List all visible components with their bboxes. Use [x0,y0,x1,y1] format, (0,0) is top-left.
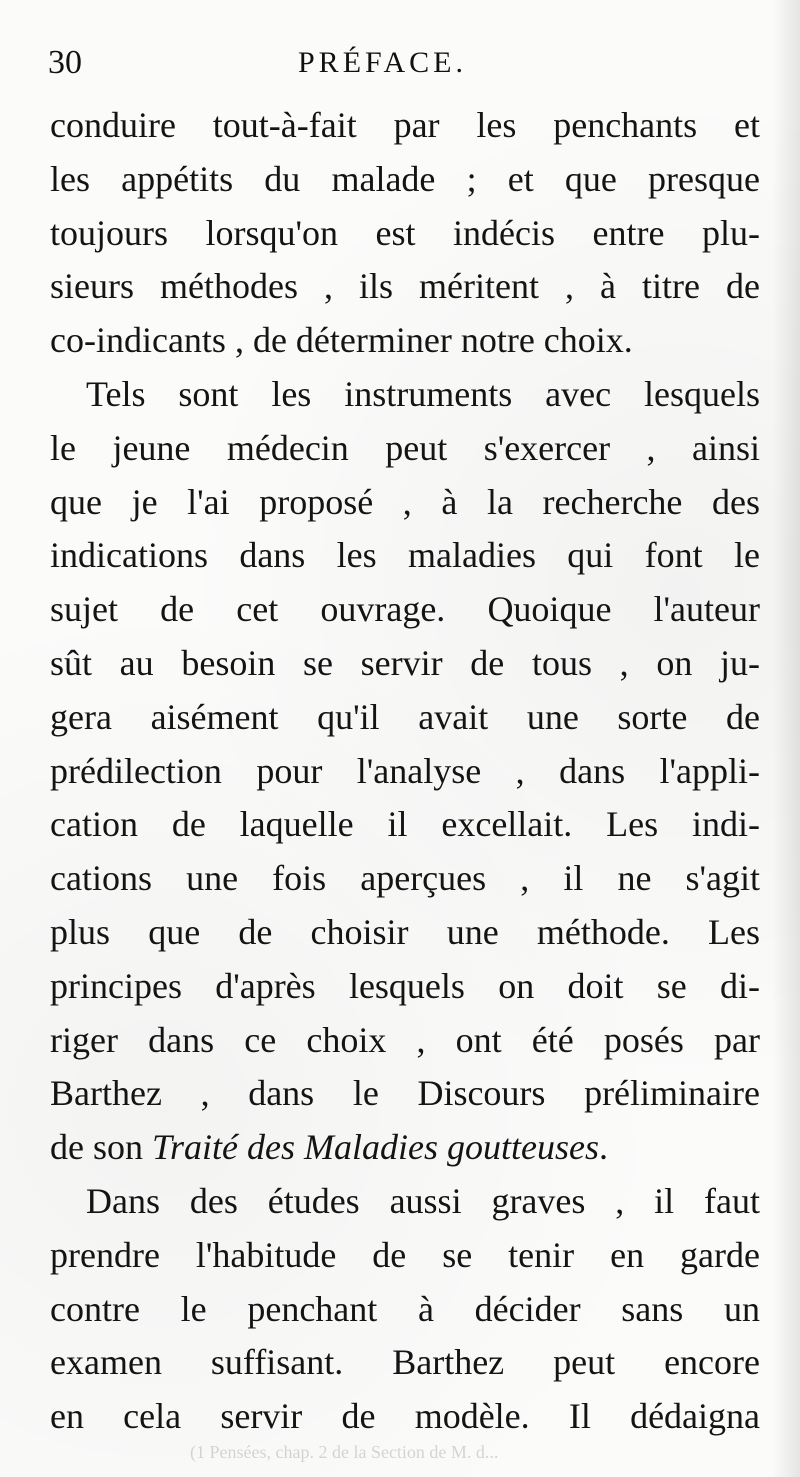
text-line-1: conduire tout-à-fait par les penchants et [50,105,760,145]
running-head: PRÉFACE. [298,46,467,79]
page-header [48,38,748,88]
text-line-18: riger dans ce choix , ont été posés par [50,1019,760,1060]
body-text [50,99,760,1444]
text-line-3: toujours lorsqu'on est indécis entre plu- [50,212,760,253]
text-line-17: principes d'après lesquels on doit se di- [50,965,760,1006]
text-line-22: prendre l'habitude de se tenir en garde [50,1234,760,1275]
text-line-23: contre le penchant à décider sans un [50,1288,760,1329]
text-line-8: que je l'ai proposé , à la recherche des [50,481,760,522]
text-line-9: indications dans les maladies qui font le [50,535,760,576]
text-line-7: le jeune médecin peut s'exercer , ainsi [50,427,760,468]
text-line-14: cation de laquelle il excellait. Les indi- [50,804,760,845]
text-line-19: Barthez , dans le Discours préliminaire [50,1073,760,1114]
text-line-20 [50,1121,760,1175]
text-line-12: gera aisément qu'il avait une sorte de [50,696,760,737]
book-title-period: . [598,1127,608,1168]
text-line-15: cations une fois aperçues , il ne s'agit [50,858,760,899]
text-line-16: plus que de choisir une méthode. Les [50,911,760,952]
page-edge-shadow [772,0,800,1477]
text-line-4: sieurs méthodes , ils méritent , à titre de [50,266,760,307]
text-line-2: les appétits du malade ; et que presque [50,158,760,199]
text-line-6: Tels sont les instruments avec lesquels [86,373,760,414]
text-line-13: prédilection pour l'analyse , dans l'appli- [50,750,760,791]
text-line-11: sût au besoin se servir de tous , on ju- [50,642,760,683]
text-line-24: examen suffisant. Barthez peut encore [50,1342,760,1383]
text-line-5: co-indicants , de déterminer notre choix. [50,320,633,361]
text-line-20-lead: de son [50,1127,152,1168]
page-number: 30 [48,44,82,81]
book-title-italic: Traité des Maladies goutteuses [152,1127,599,1168]
text-line-10: sujet de cet ouvrage. Quoique l'auteur [50,589,760,630]
faint-footnote-showthrough: (1 Pensées, chap. 2 de la Section de M. d... [190,1442,499,1462]
text-line-25: en cela servir de modèle. Il dédaigna [50,1396,760,1437]
text-line-21: Dans des études aussi graves , il faut [86,1180,760,1221]
